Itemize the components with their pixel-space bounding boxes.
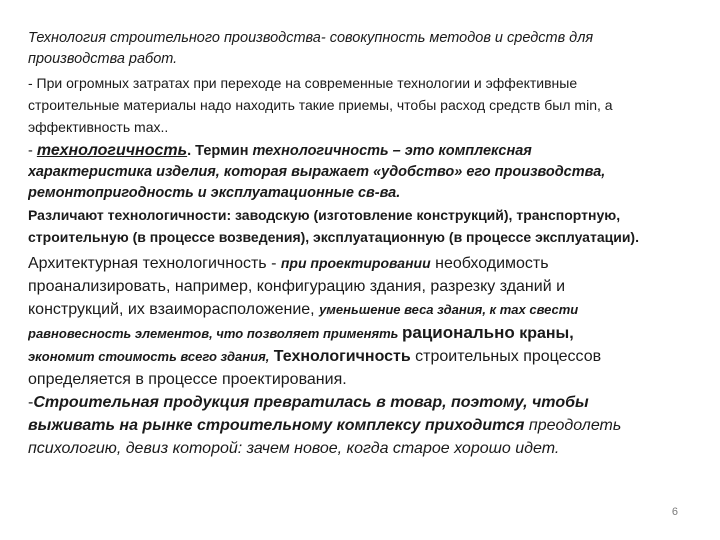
term-highlight: технологичность xyxy=(36,142,188,159)
paragraph-text: Различают технологичности: заводскую (изготовление конструкций), транспортную, xyxy=(28,207,621,223)
paragraph-text: определяется в процессе проектирования. xyxy=(28,371,347,388)
text-line-1 xyxy=(28,28,712,49)
paragraph-text: преодолеть xyxy=(524,417,622,434)
text-line-6 xyxy=(28,140,712,162)
text-line-10 xyxy=(28,226,712,248)
paragraph-text: технологичность – это комплексная xyxy=(252,143,532,159)
paragraph-text: - При огромных затратах при переходе на современные технологии и эффективные xyxy=(28,75,578,91)
text-line-19 xyxy=(28,437,712,460)
paragraph-text: при проектировании xyxy=(280,255,431,271)
paragraph-text: строительных процессов xyxy=(410,348,602,365)
paragraph-text: строительную (в процессе возведения), эксплуатационную (в процессе эксплуатации). xyxy=(28,229,639,245)
paragraph-text: выживать на рынке строительному комплексу приходится xyxy=(28,417,525,434)
paragraph-text: ремонтопригодность и эксплуатационные св-ва. xyxy=(28,185,401,201)
paragraph-text: . Термин xyxy=(187,143,253,159)
text-line-4 xyxy=(28,94,712,116)
paragraph-text: проанализировать, например, конфигурацию здания, разрезку зданий и xyxy=(28,278,566,295)
text-line-9 xyxy=(28,204,712,226)
paragraph-text: конструкций, их взаиморасположение, xyxy=(28,301,320,318)
text-line-16 xyxy=(28,368,712,391)
page-number: 6 xyxy=(671,506,678,518)
paragraph-text: - xyxy=(28,143,37,159)
text-line-18 xyxy=(28,414,712,437)
definition-text: Технология строительного производства- совокупность методов и средств для xyxy=(28,30,594,46)
term-highlight: рационально xyxy=(402,323,515,342)
paragraph-text: характеристика изделия, которая выражает «удобство» его производства, xyxy=(28,164,606,180)
text-line-13 xyxy=(28,298,712,321)
text-line-2 xyxy=(28,49,712,70)
paragraph-text: экономит стоимость всего здания, xyxy=(28,349,270,364)
term-highlight: Технологичность xyxy=(269,348,411,365)
slide-body xyxy=(28,28,712,460)
paragraph-text: - xyxy=(28,394,34,411)
paragraph-text: эффективность max.. xyxy=(28,119,169,135)
text-line-15 xyxy=(28,345,712,368)
paragraph-text: краны, xyxy=(514,325,574,342)
paragraph-text: равновесность элементов, что позволяет применять xyxy=(28,326,403,341)
text-line-17 xyxy=(28,391,712,414)
text-line-12 xyxy=(28,275,712,298)
paragraph-text: строительные материалы надо находить такие приемы, чтобы расход средств был min, а xyxy=(28,97,613,113)
paragraph-text: психологию, девиз которой: зачем новое, когда старое хорошо идет. xyxy=(28,440,560,457)
paragraph-text: уменьшение веса здания, к тах свести xyxy=(319,302,579,317)
paragraph-text: Строительная продукция превратилась в товар, поэтому, чтобы xyxy=(33,394,589,411)
text-line-3 xyxy=(28,72,712,94)
definition-text: производства работ. xyxy=(28,51,178,67)
text-line-11 xyxy=(28,252,712,275)
paragraph-text: необходимость xyxy=(430,255,549,272)
text-line-7 xyxy=(28,162,712,183)
paragraph-text: Архитектурная технологичность - xyxy=(28,255,281,272)
text-line-14 xyxy=(28,321,712,345)
text-line-8 xyxy=(28,183,712,204)
text-line-5 xyxy=(28,116,712,138)
